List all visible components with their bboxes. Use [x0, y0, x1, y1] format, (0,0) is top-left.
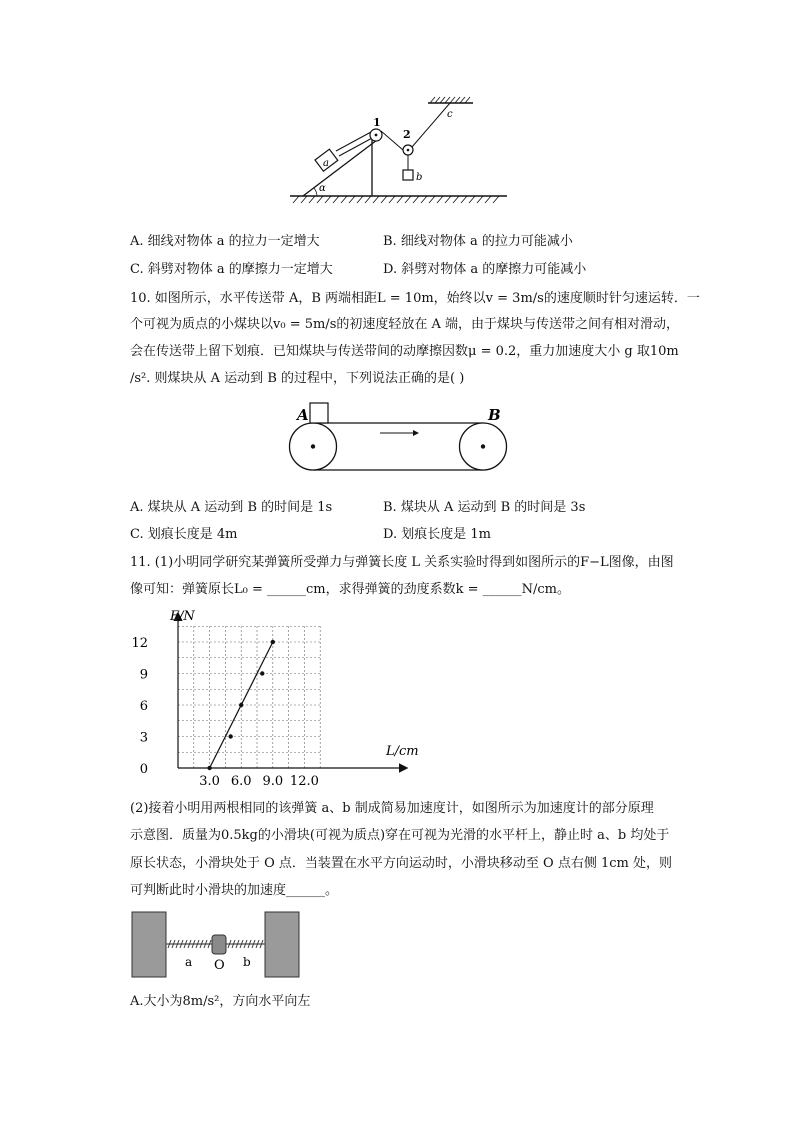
q11-part2-line-2: 示意图．质量为0.5kg的小滑块(可视为质点)穿在可视为光滑的水平杆上，静止时 a、b 均处于 [130, 828, 670, 843]
data-point [228, 734, 232, 738]
string-c-label: c [447, 109, 453, 120]
q10-line-1: 10. 如图所示，水平传送带 A，B 两端相距L = 10m，始终以v = 3m/s的速度顺时针匀速运转．一 [130, 291, 700, 306]
spring-a-label: a [185, 955, 193, 969]
x-tick-label: 6.0 [230, 774, 252, 789]
q10-option-a: A. 煤块从 A 运动到 B 的时间是 1s [130, 500, 333, 515]
pulley-incline-figure [285, 95, 515, 210]
x-tick-label: 9.0 [262, 774, 284, 789]
f-l-chart [128, 609, 419, 790]
right-wall [265, 912, 299, 977]
pulley-2-label: 2 [403, 128, 411, 141]
spring-b-label: b [243, 955, 251, 969]
block-b [403, 170, 413, 180]
y-tick-label: 12 [131, 636, 148, 651]
q10-option-b: B. 煤块从 A 运动到 B 的时间是 3s [383, 500, 586, 515]
q9-option-d: D. 斜劈对物体 a 的摩擦力可能减小 [383, 262, 587, 277]
q11-part2-line-4: 可判断此时小滑块的加速度______。 [130, 883, 339, 898]
spring-b [228, 940, 263, 948]
chart-axes [178, 614, 406, 768]
chart-grid [178, 626, 320, 768]
slider-block [212, 935, 226, 954]
end-b-label: B [488, 406, 501, 424]
q11-answer-a: A.大小为8m/s²，方向水平向左 [130, 994, 311, 1009]
block-b-label: b [416, 172, 423, 183]
accelerometer-figure [130, 910, 305, 982]
x-tick-label: 12.0 [289, 774, 319, 789]
left-wall [132, 912, 166, 977]
q11-line-2: 像可知：弹簧原长L₀ = ______cm，求得弹簧的劲度系数k = ______N/cm。 [130, 582, 571, 597]
q11-line-1: 11. (1)小明同学研究某弹簧所受弹力与弹簧长度 L 关系实验时得到如图所示的F−L图像，由图 [130, 555, 674, 570]
data-point [207, 766, 211, 770]
conveyor-belt-figure [285, 400, 510, 475]
data-point [260, 671, 264, 675]
q11-part2-line-1: (2)接着小明用两根相同的该弹簧 a、b 制成简易加速度计，如图所示为加速度计的部分原理 [130, 801, 654, 816]
data-point [239, 703, 243, 707]
y-tick-label: 3 [139, 730, 148, 746]
pulley-1-label: 1 [373, 116, 381, 129]
q10-line-2: 个可视为质点的小煤块以v₀ = 5m/s的初速度轻放在 A 端，由于煤块与传送带之间有相对滑动， [130, 317, 680, 332]
q9-option-b: B. 细线对物体 a 的拉力可能减小 [383, 234, 573, 249]
direction-arrow-icon [413, 430, 419, 436]
q10-line-3: 会在传送带上留下划痕．已知煤块与传送带间的动摩擦因数μ = 0.2，重力加速度大小 g 取10m [130, 344, 679, 359]
y-tick-label: 6 [139, 699, 148, 714]
coal-block [310, 403, 328, 423]
q10-option-d: D. 划痕长度是 1m [383, 527, 491, 542]
q11-part2-line-3: 原长状态，小滑块处于 O 点．当装置在水平方向运动时，小滑块移动至 O 点右侧 1cm 处，则 [130, 856, 672, 871]
q10-line-4: /s². 则煤块从 A 运动到 B 的过程中，下列说法正确的是( ) [130, 371, 465, 386]
y-tick-label: 9 [139, 667, 148, 683]
q10-option-c: C. 划痕长度是 4m [130, 527, 238, 542]
x-axis-label: L/cm [386, 744, 419, 759]
y-tick-label: 0 [139, 762, 148, 777]
point-o-label: O [214, 958, 225, 973]
alpha-label: α [319, 183, 326, 194]
x-tick-label: 3.0 [199, 774, 220, 789]
end-a-label: A [297, 406, 309, 424]
data-point [271, 640, 275, 644]
block-a-label: a [323, 158, 329, 169]
q9-option-a: A. 细线对物体 a 的拉力一定增大 [130, 234, 320, 249]
q9-option-c: C. 斜劈对物体 a 的摩擦力一定增大 [130, 262, 333, 277]
y-axis-label: F/N [170, 609, 195, 624]
